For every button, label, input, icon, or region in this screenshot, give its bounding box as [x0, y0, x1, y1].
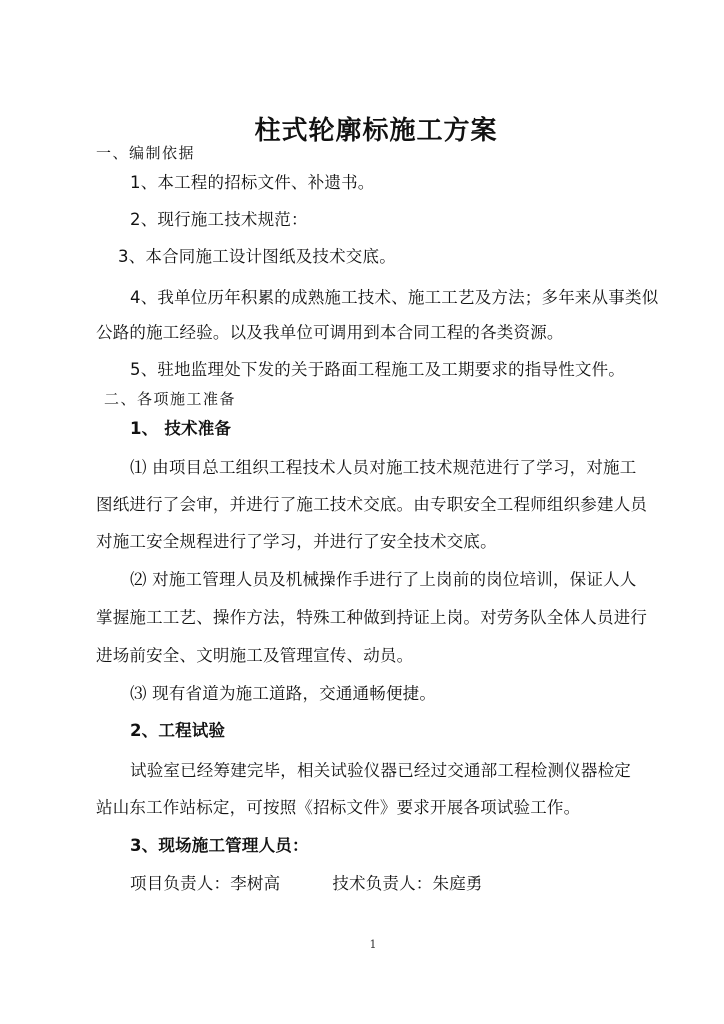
tech-prep-line-3: 对施工安全规程进行了学习，并进行了安全技术交底。 — [96, 532, 497, 551]
testing-line-2: 站山东工作站标定，可按照《招标文件》要求开展各项试验工作。 — [96, 798, 581, 817]
tech-prep-line-6: 进场前安全、文明施工及管理宣传、动员。 — [96, 646, 414, 665]
staff-line — [130, 872, 483, 896]
tech-prep-line-5: 掌握施工工艺、操作方法，特殊工种做到持证上岗。对劳务队全体人员进行 — [96, 608, 648, 627]
document-title: 柱式轮廓标施工方案 — [254, 116, 498, 146]
basis-item-4: 4、我单位历年积累的成熟施工技术、施工工艺及方法；多年来从事类似 — [130, 288, 659, 307]
basis-item-1: 1、本工程的招标文件、补遗书。 — [130, 173, 375, 192]
tech-prep-line-4: ⑵ 对施工管理人员及机械操作手进行了上岗前的岗位培训，保证人人 — [130, 570, 637, 589]
basis-item-3: 3、本合同施工设计图纸及技术交底。 — [118, 247, 396, 266]
tech-prep-line-1: ⑴ 由项目总工组织工程技术人员对施工技术规范进行了学习，对施工 — [130, 458, 637, 477]
subheading-testing: 2、工程试验 — [130, 721, 226, 740]
basis-item-4-cont: 公路的施工经验。以及我单位可调用到本合同工程的各类资源。 — [96, 323, 564, 342]
testing-line-1: 试验室已经筹建完毕，相关试验仪器已经过交通部工程检测仪器检定 — [130, 761, 631, 780]
tech-prep-line-2: 图纸进行了会审，并进行了施工技术交底。由专职安全工程师组织参建人员 — [96, 495, 648, 514]
tech-prep-line-7: ⑶ 现有省道为施工道路，交通通畅便捷。 — [130, 684, 437, 703]
section-heading-basis: 一、编制依据 — [96, 144, 196, 162]
subheading-site-staff: 3、现场施工管理人员： — [130, 836, 309, 855]
basis-item-5: 5、驻地监理处下发的关于路面工程施工及工期要求的指导性文件。 — [130, 360, 625, 379]
subheading-tech-prep: 1、 技术准备 — [130, 419, 232, 438]
section-heading-preparation: 二、各项施工准备 — [104, 390, 237, 408]
page-number: 1 — [369, 938, 377, 951]
tech-lead: 技术负责人：朱庭勇 — [332, 874, 483, 893]
basis-item-2: 2、现行施工技术规范： — [130, 210, 308, 229]
project-lead: 项目负责人：李树高 — [130, 874, 281, 893]
